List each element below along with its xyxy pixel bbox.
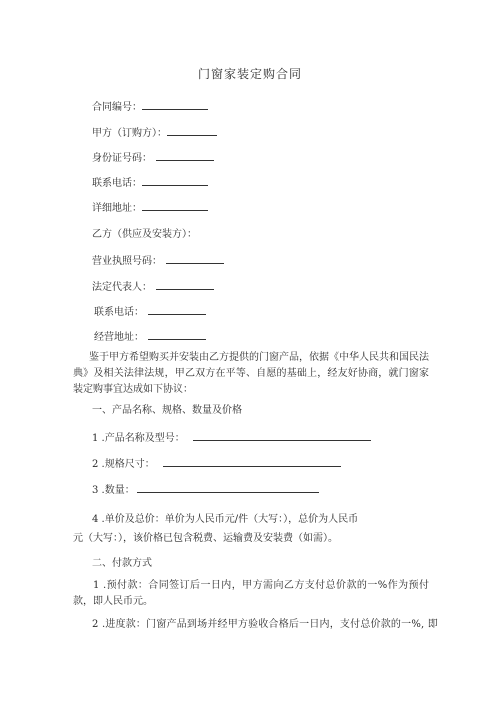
legal-rep-label: 法定代表人：: [92, 282, 152, 293]
license-no-blank[interactable]: [166, 253, 224, 264]
phone-b-blank[interactable]: [148, 304, 206, 315]
party-a-row: [92, 125, 217, 141]
phone-b-row: [94, 304, 206, 320]
page-title: 门窗家装定购合同: [197, 67, 302, 81]
price-line-2: 元（大写：），该价格已包含税费、运输费及安装费（如需）。: [73, 533, 338, 544]
address-a-blank[interactable]: [142, 200, 208, 211]
phone-a-label: 联系电话：: [92, 178, 142, 189]
address-a-label: 详细地址：: [92, 203, 142, 214]
product-name-row: [92, 430, 371, 446]
progress-payment-line: 2 .进度款：门窗产品到场并经甲方验收合格后一日内，支付总价款的一%, 即: [92, 619, 438, 630]
license-no-row: [92, 253, 224, 269]
product-name-label: 1 .产品名称及型号：: [92, 433, 185, 444]
license-no-label: 营业执照号码：: [92, 256, 162, 267]
spec-size-blank[interactable]: [163, 456, 341, 467]
phone-a-row: [92, 175, 208, 191]
party-a-label: 甲方（订购方）：: [92, 128, 167, 139]
id-no-row: [92, 150, 214, 166]
section2-heading: 二、付款方式: [92, 558, 152, 569]
contract-no-label: 合同编号：: [92, 102, 142, 113]
party-a-blank[interactable]: [167, 125, 217, 136]
legal-rep-blank[interactable]: [156, 279, 214, 290]
address-b-label: 经营地址：: [94, 332, 144, 343]
spec-size-label: 2 .规格尺寸：: [92, 459, 155, 470]
phone-b-label: 联系电话：: [94, 307, 144, 318]
preamble-paragraph: 鉴于甲方希望购买并安装由乙方提供的门窗产品，依据《中华人民共和国民法典》及相关法律法规，甲乙双方在平等、自愿的基础上，经友好协商，就门窗家装定购事宜达成如下协议：: [73, 352, 429, 395]
id-no-blank[interactable]: [156, 150, 214, 161]
phone-a-blank[interactable]: [142, 175, 208, 186]
prepayment-paragraph: 1 .预付款：合同签订后一日内，甲方需向乙方支付总价款的一%作为预付款，即人民币元。: [73, 580, 429, 607]
address-b-blank[interactable]: [148, 329, 206, 340]
id-no-label: 身份证号码：: [92, 153, 152, 164]
contract-no-blank[interactable]: [142, 99, 208, 110]
product-name-blank[interactable]: [193, 430, 371, 441]
quantity-blank[interactable]: [137, 482, 319, 493]
spec-size-row: [92, 456, 341, 472]
party-b-label: 乙方（供应及安装方）：: [92, 229, 197, 240]
address-b-row: [94, 329, 206, 345]
contract-no-row: [92, 99, 208, 115]
quantity-row: [92, 482, 319, 498]
section1-heading: 一、产品名称、规格、数量及价格: [92, 405, 242, 416]
price-line-1: 4 .单价及总价：单价为人民币元/件（大写：），总价为人民币: [92, 514, 359, 525]
address-a-row: [92, 200, 208, 216]
party-b-row: [92, 228, 197, 242]
quantity-label: 3 .数量：: [92, 485, 135, 496]
legal-rep-row: [92, 279, 214, 295]
